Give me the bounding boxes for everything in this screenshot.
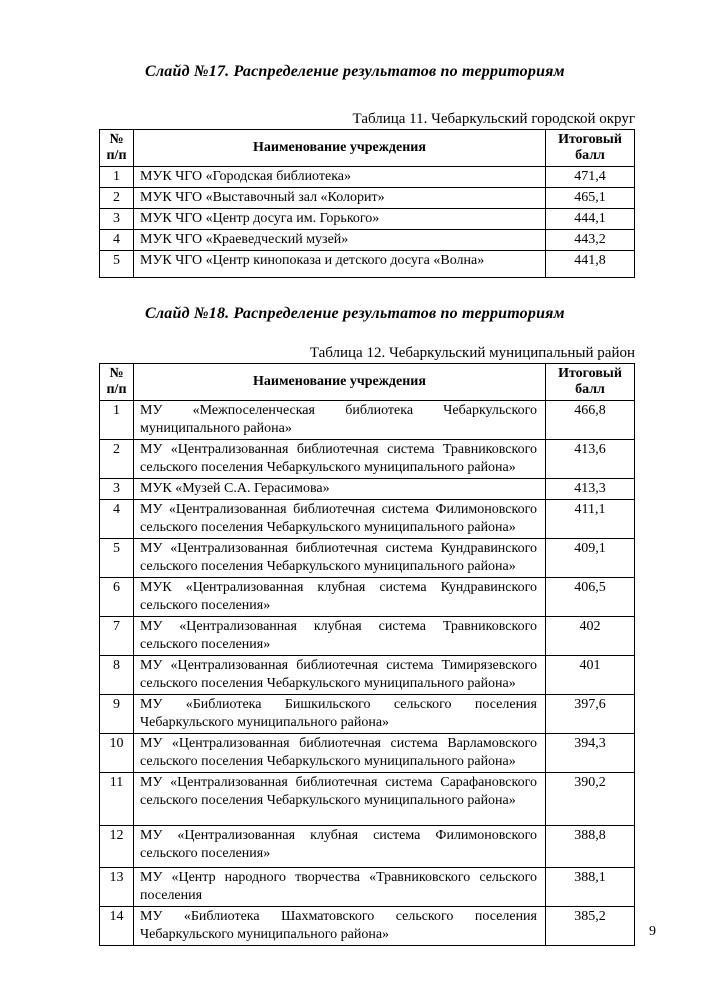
institution-name-cell: МУ «Центр народного творчества «Травниковского сельского поселения [134, 868, 546, 907]
institution-name-cell: МУ «Централизованная клубная система Филимоновского сельского поселения» [134, 826, 546, 868]
table-12-caption: Таблица 12. Чебаркульский муниципальный район [309, 345, 635, 361]
score-cell: 444,1 [546, 209, 635, 230]
table-11-header [100, 130, 635, 167]
score-cell: 413,6 [546, 440, 635, 479]
row-number-cell: 12 [100, 826, 134, 868]
row-number-cell: 4 [100, 230, 134, 251]
institution-name-cell: МУ «Централизованная библиотечная система Варламовского сельского поселения Чебаркульского муниципального района» [134, 734, 546, 773]
score-cell: 401 [546, 656, 635, 695]
score-cell: 465,1 [546, 188, 635, 209]
page-content [99, 62, 635, 946]
institution-name-cell: МУ «Централизованная библиотечная система Тимирязевского сельского поселения Чебаркульского муниципального района» [134, 656, 546, 695]
table-row [100, 440, 635, 479]
table-row [100, 500, 635, 539]
row-number-cell: 9 [100, 695, 134, 734]
institution-name-cell: МУК «Централизованная клубная система Кундравинского сельского поселения» [134, 578, 546, 617]
table-row [100, 868, 635, 907]
institution-name-cell: МУ «Библиотека Шахматовского сельского поселения Чебаркульского муниципального района» [134, 907, 546, 946]
section-slide-18 [99, 304, 635, 946]
slide-17-title: Слайд №17. Распределение результатов по территориям [145, 63, 565, 80]
table-row [100, 907, 635, 946]
institution-name-cell: МУК ЧГО «Выставочный зал «Колорит» [134, 188, 546, 209]
row-number-cell: 1 [100, 167, 134, 188]
row-number-cell: 11 [100, 773, 134, 826]
table-12 [99, 363, 635, 946]
table-12-header [100, 364, 635, 401]
column-header-name: Наименование учреждения [134, 130, 546, 167]
score-cell: 390,2 [546, 773, 635, 826]
institution-name-cell: МУК ЧГО «Городская библиотека» [134, 167, 546, 188]
institution-name-cell: МУК ЧГО «Центр кинопоказа и детского досуга «Волна» [134, 251, 546, 278]
table-11 [99, 129, 635, 278]
row-number-cell: 1 [100, 401, 134, 440]
score-cell: 394,3 [546, 734, 635, 773]
score-cell: 471,4 [546, 167, 635, 188]
page-number: 9 [649, 924, 656, 939]
score-cell: 466,8 [546, 401, 635, 440]
institution-name-cell: МУ «Библиотека Бишкильского сельского поселения Чебаркульского муниципального района» [134, 695, 546, 734]
table-row [100, 539, 635, 578]
table-row [100, 578, 635, 617]
row-number-cell: 3 [100, 209, 134, 230]
table-row [100, 401, 635, 440]
score-cell: 385,2 [546, 907, 635, 946]
score-cell: 388,1 [546, 868, 635, 907]
table-row [100, 773, 635, 826]
table-row [100, 209, 635, 230]
institution-name-cell: МУ «Централизованная клубная система Травниковского сельского поселения» [134, 617, 546, 656]
institution-name-cell: МУ «Централизованная библиотечная система Сарафановского сельского поселения Чебаркульского муниципального района» [134, 773, 546, 826]
table-11-caption: Таблица 11. Чебаркульский городской округ [352, 111, 635, 127]
row-number-cell: 5 [100, 251, 134, 278]
table-row [100, 251, 635, 278]
row-number-cell: 2 [100, 440, 134, 479]
table-row [100, 230, 635, 251]
score-cell: 413,3 [546, 479, 635, 500]
row-number-cell: 13 [100, 868, 134, 907]
row-number-cell: 14 [100, 907, 134, 946]
column-header-score: Итоговый балл [546, 130, 635, 167]
table-row [100, 734, 635, 773]
score-cell: 388,8 [546, 826, 635, 868]
table-row [100, 695, 635, 734]
score-cell: 406,5 [546, 578, 635, 617]
institution-name-cell: МУ «Межпоселенческая библиотека Чебаркульского муниципального района» [134, 401, 546, 440]
column-header-name: Наименование учреждения [134, 364, 546, 401]
row-number-cell: 2 [100, 188, 134, 209]
row-number-cell: 8 [100, 656, 134, 695]
institution-name-cell: МУК «Музей С.А. Герасимова» [134, 479, 546, 500]
table-row [100, 479, 635, 500]
header-row [100, 364, 635, 401]
table-row [100, 188, 635, 209]
column-header-num: № п/п [100, 364, 134, 401]
row-number-cell: 3 [100, 479, 134, 500]
row-number-cell: 7 [100, 617, 134, 656]
column-header-score: Итоговый балл [546, 364, 635, 401]
score-cell: 443,2 [546, 230, 635, 251]
column-header-num: № п/п [100, 130, 134, 167]
institution-name-cell: МУ «Централизованная библиотечная система Травниковского сельского поселения Чебаркульского муниципального района» [134, 440, 546, 479]
score-cell: 397,6 [546, 695, 635, 734]
table-row [100, 167, 635, 188]
table-row [100, 656, 635, 695]
row-number-cell: 5 [100, 539, 134, 578]
row-number-cell: 4 [100, 500, 134, 539]
score-cell: 411,1 [546, 500, 635, 539]
row-number-cell: 6 [100, 578, 134, 617]
table-row [100, 826, 635, 868]
slide-18-title: Слайд №18. Распределение результатов по территориям [145, 305, 565, 322]
table-row [100, 617, 635, 656]
institution-name-cell: МУК ЧГО «Краеведческий музей» [134, 230, 546, 251]
institution-name-cell: МУ «Централизованная библиотечная система Кундравинского сельского поселения Чебаркульского муниципального района» [134, 539, 546, 578]
row-number-cell: 10 [100, 734, 134, 773]
score-cell: 402 [546, 617, 635, 656]
institution-name-cell: МУК ЧГО «Центр досуга им. Горького» [134, 209, 546, 230]
score-cell: 409,1 [546, 539, 635, 578]
institution-name-cell: МУ «Централизованная библиотечная система Филимоновского сельского поселения Чебаркульского муниципального района» [134, 500, 546, 539]
header-row [100, 130, 635, 167]
score-cell: 441,8 [546, 251, 635, 278]
section-slide-17 [99, 62, 635, 278]
